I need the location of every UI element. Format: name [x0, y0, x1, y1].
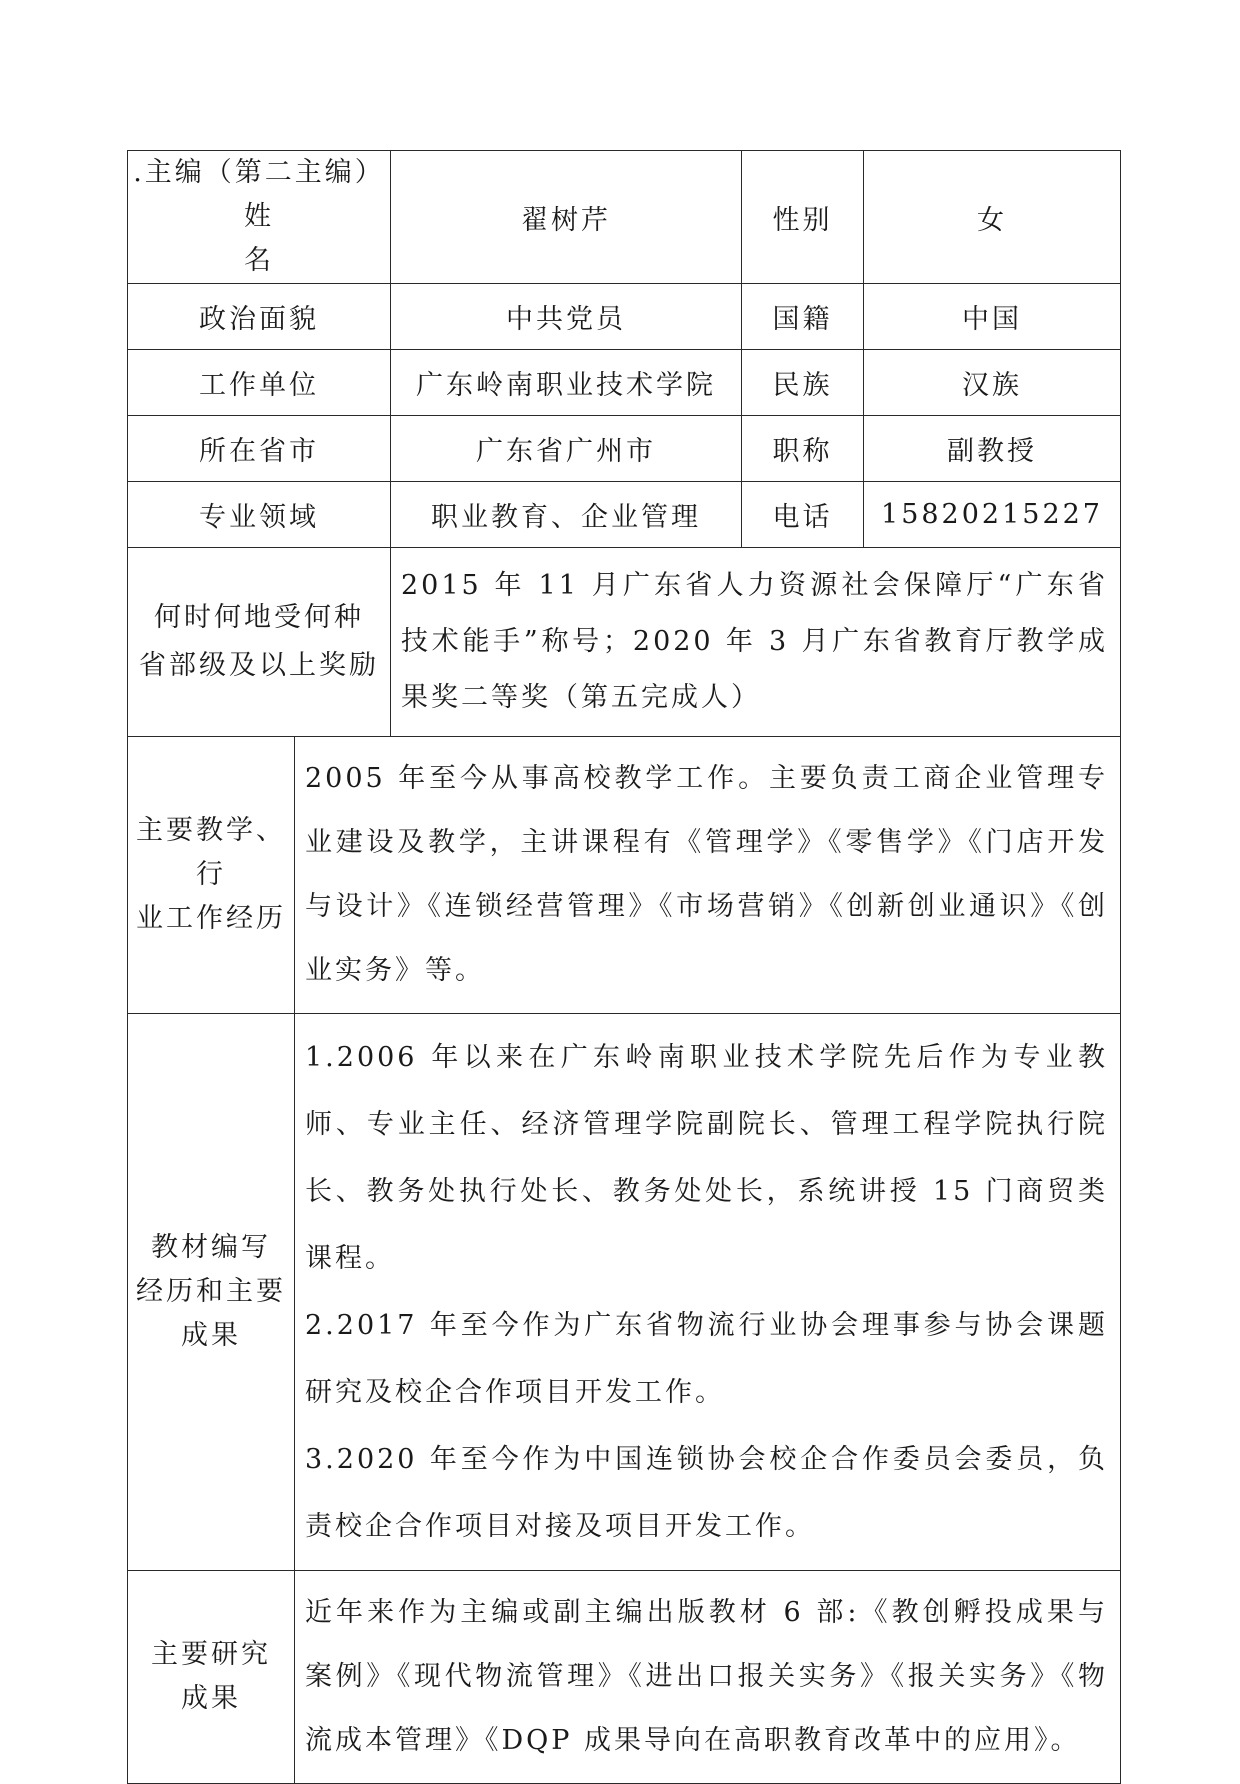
name-value: 翟树芹	[391, 151, 742, 284]
name-row	[128, 151, 1121, 284]
title-value: 副教授	[864, 416, 1121, 482]
textbook-item: 3.2020 年至今作为中国连锁协会校企合作委员会委员，负责校企合作项目对接及项目开发工作。	[305, 1444, 1108, 1542]
info-row	[128, 350, 1121, 416]
name-label-line2: 姓 名	[244, 201, 274, 276]
textbook-text	[295, 1014, 1121, 1571]
title-label: 职称	[742, 416, 864, 482]
employer-value: 广东岭南职业技术学院	[391, 350, 742, 416]
awards-label: 何时何地受何种 省部级及以上奖励	[128, 548, 391, 737]
employer-label: 工作单位	[128, 350, 391, 416]
research-row	[128, 1571, 1121, 1784]
phone-value: 15820215227	[864, 482, 1121, 548]
name-label-cell	[128, 151, 391, 284]
nationality-label: 国籍	[742, 284, 864, 350]
ethnicity-value: 汉族	[864, 350, 1121, 416]
specialty-label: 专业领域	[128, 482, 391, 548]
gender-value: 女	[864, 151, 1121, 284]
textbook-row	[128, 1014, 1121, 1571]
political-status-label: 政治面貌	[128, 284, 391, 350]
ethnicity-label: 民族	[742, 350, 864, 416]
info-row	[128, 284, 1121, 350]
textbook-label: 教材编写 经历和主要 成果	[128, 1014, 295, 1571]
teaching-label: 主要教学、行 业工作经历	[128, 737, 295, 1014]
province-city-label: 所在省市	[128, 416, 391, 482]
nationality-value: 中国	[864, 284, 1121, 350]
specialty-value: 职业教育、企业管理	[391, 482, 742, 548]
teaching-row	[128, 737, 1121, 1014]
political-status-value: 中共党员	[391, 284, 742, 350]
awards-row	[128, 548, 1121, 737]
textbook-item: 1.2006 年以来在广东岭南职业技术学院先后作为专业教师、专业主任、经济管理学院副院长、管理工程学院执行院长、教务处执行处长、教务处处长，系统讲授 15 门商贸类课程。	[305, 1042, 1108, 1274]
personal-info-table	[127, 150, 1121, 1784]
research-text: 近年来作为主编或副主编出版教材 6 部:《教创孵投成果与案例》《现代物流管理》《进出口报关实务》《报关实务》《物流成本管理》《DQP 成果导向在高职教育改革中的应用》。	[295, 1571, 1121, 1784]
info-row	[128, 416, 1121, 482]
phone-label: 电话	[742, 482, 864, 548]
name-label-line1: .主编（第二主编）	[133, 157, 385, 188]
textbook-item: 2.2017 年至今作为广东省物流行业协会理事参与协会课题研究及校企合作项目开发工作。	[305, 1310, 1108, 1408]
awards-text: 2015 年 11 月广东省人力资源社会保障厅“广东省技术能手”称号；2020 年 3 月广东省教育厅教学成果奖二等奖（第五完成人）	[391, 548, 1121, 737]
gender-label: 性别	[742, 151, 864, 284]
teaching-text: 2005 年至今从事高校教学工作。主要负责工商企业管理专业建设及教学，主讲课程有《管理学》《零售学》《门店开发与设计》《连锁经营管理》《市场营销》《创新创业通识》《创业实务》等。	[295, 737, 1121, 1014]
research-label: 主要研究 成果	[128, 1571, 295, 1784]
info-row	[128, 482, 1121, 548]
province-city-value: 广东省广州市	[391, 416, 742, 482]
